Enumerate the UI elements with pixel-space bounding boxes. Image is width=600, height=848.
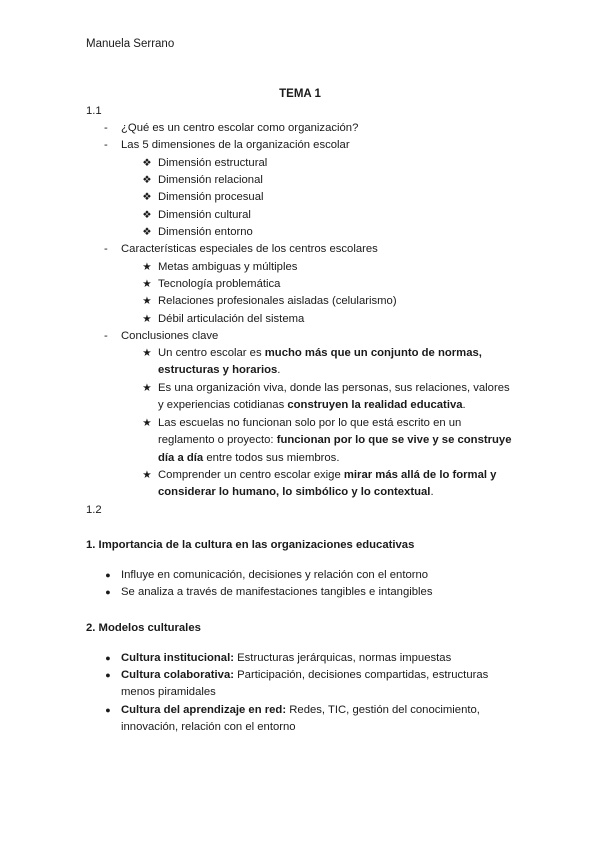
section-heading: 1. Importancia de la cultura en las organizaciones educativas	[86, 539, 415, 551]
star-bullet-icon: ★	[142, 278, 152, 290]
bullet-icon: ●	[105, 653, 111, 663]
star-bullet-icon: ★	[142, 313, 152, 325]
dash-marker: -	[104, 139, 108, 151]
list-item: Relaciones profesionales aisladas (celularismo)	[158, 295, 397, 307]
diamond-bullet-icon: ❖	[142, 209, 152, 221]
dash-marker: -	[104, 243, 108, 255]
list-item: Dimensión procesual	[158, 191, 264, 203]
list-item: Débil articulación del sistema	[158, 313, 305, 325]
list-item: Dimensión entorno	[158, 226, 253, 238]
star-bullet-icon: ★	[142, 295, 152, 307]
diamond-bullet-icon: ❖	[142, 157, 152, 169]
bullet-icon: ●	[105, 587, 111, 597]
diamond-bullet-icon: ❖	[142, 174, 152, 186]
list-item: ¿Qué es un centro escolar como organización?	[121, 122, 359, 134]
author-name: Manuela Serrano	[86, 38, 175, 50]
list-item: Conclusiones clave	[121, 330, 219, 342]
star-bullet-icon: ★	[142, 382, 152, 394]
list-item: Características especiales de los centros escolares	[121, 243, 378, 255]
bullet-icon: ●	[105, 570, 111, 580]
model-item: Cultura colaborativa: Participación, decisiones compartidas, estructuras menos piramidales	[121, 669, 489, 699]
diamond-bullet-icon: ❖	[142, 226, 152, 238]
model-item: Cultura del aprendizaje en red: Redes, TIC, gestión del conocimiento, innovación, relación con el entorno	[121, 704, 480, 734]
section-number: 1.1	[86, 105, 102, 117]
page-title: TEMA 1	[279, 88, 321, 100]
model-item: Cultura institucional: Estructuras jerárquicas, normas impuestas	[121, 652, 452, 664]
list-item: Dimensión cultural	[158, 209, 251, 221]
star-bullet-icon: ★	[142, 261, 152, 273]
list-item: Influye en comunicación, decisiones y relación con el entorno	[121, 569, 429, 581]
list-item: Dimensión estructural	[158, 157, 268, 169]
conclusion-text: Comprender un centro escolar exige mirar más allá de lo formal y considerar lo humano, lo simbólico y lo contextual.	[158, 469, 497, 499]
conclusion-text: Las escuelas no funcionan solo por lo que está escrito en un reglamento o proyecto: funcionan por lo que se vive y se construye día a día entre todos sus miembros.	[158, 417, 512, 464]
star-bullet-icon: ★	[142, 469, 152, 481]
bullet-icon: ●	[105, 705, 111, 715]
list-item: Se analiza a través de manifestaciones tangibles e intangibles	[121, 586, 433, 598]
dash-marker: -	[104, 122, 108, 134]
section-heading: 2. Modelos culturales	[86, 622, 201, 634]
section-number: 1.2	[86, 504, 102, 516]
star-bullet-icon: ★	[142, 417, 152, 429]
list-item: Dimensión relacional	[158, 174, 263, 186]
conclusion-text: Es una organización viva, donde las personas, sus relaciones, valores y experiencias cotidianas construyen la realidad educativa.	[158, 382, 510, 412]
list-item: Tecnología problemática	[158, 278, 281, 290]
star-bullet-icon: ★	[142, 347, 152, 359]
list-item: Metas ambiguas y múltiples	[158, 261, 298, 273]
diamond-bullet-icon: ❖	[142, 191, 152, 203]
bullet-icon: ●	[105, 670, 111, 680]
dash-marker: -	[104, 330, 108, 342]
conclusion-text: Un centro escolar es mucho más que un conjunto de normas, estructuras y horarios.	[158, 347, 482, 377]
list-item: Las 5 dimensiones de la organización escolar	[121, 139, 350, 151]
